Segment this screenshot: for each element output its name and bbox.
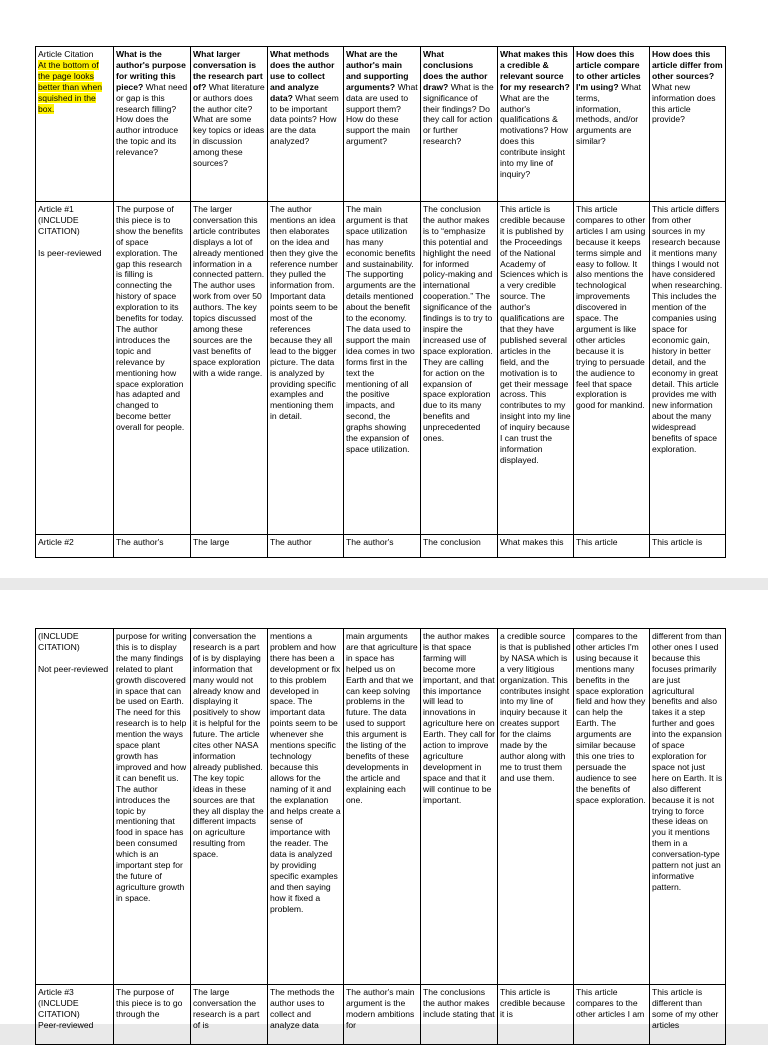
header-subquestions: What terms, information, methods, and/or arguments are similar? (576, 81, 642, 147)
header-cell-purpose (114, 47, 191, 202)
table-cell: The larger conversation this article contributes displays a lot of already mentioned information in a connected pattern. The author uses work from over 50 authors. The key topics discussed among these sources are the vast benefits of space exploration with a wide range. (191, 202, 268, 535)
research-matrix-table-page-1 (35, 46, 726, 558)
table-cell: The conclusion the author makes is to “emphasize this potential and highlight the need for informed policy-making and international cooperation.” The significance of the findings is to try to inspire the increased use of space exploration. They are calling for action on the expansion of space exploration due to its many benefits and unprecedented ones. (421, 202, 498, 535)
header-subquestions: What seem to be important data points? How are the data analyzed? (270, 92, 339, 147)
header-question: What larger conversation is the research part of? (193, 49, 263, 92)
table-cell: the author makes is that space farming will become more important, and that this importance will lead to innovations in agriculture here on Earth. They call for action to improve agriculture development in space and that it will continue to be important. (421, 629, 498, 985)
header-question: How does this article compare to other articles I'm using? (576, 49, 641, 92)
header-cell-comparison (574, 47, 650, 202)
table-cell: This article compares to the other articles I am (574, 985, 650, 1045)
table-cell: The author's (114, 535, 191, 558)
table-cell: The author's main argument is the modern ambitions for (344, 985, 421, 1045)
table-cell: This article is different than some of my other articles (650, 985, 726, 1045)
table-cell: different from than other ones I used because this focuses primarily are just agricultural benefits and also takes it a step further and goes into the expansion of space exploration for space not just here on Earth. It is also different because it is not trying to force these ideas on you it mentions them in a conversation-type pattern not just an informative pattern. (650, 629, 726, 985)
table-cell: The large (191, 535, 268, 558)
table-cell: This article is (650, 535, 726, 558)
header-subquestions: What is the significance of their findings? Do they call for action or further research? (423, 81, 494, 147)
header-cell-conversation (191, 47, 268, 202)
table-cell: This article compares to other articles I am using because it keeps terms simple and easy to follow. It also mentions the technological improvements discovered in space. The argument is like other articles because it is trying to persuade the audience to feel that space exploration is good for mankind. (574, 202, 650, 535)
table-cell: The author (268, 535, 344, 558)
article-label: Article #1 (INCLUDE CITATION) Is peer-reviewed (36, 202, 114, 535)
research-matrix-table-page-2 (35, 628, 726, 1045)
header-cell-difference (650, 47, 726, 202)
table-row-article-1 (36, 202, 726, 535)
header-subquestions: What literature or authors does the author cite? What are some key topics or ideas in discussion among these sources? (193, 81, 265, 169)
table-cell: This article (574, 535, 650, 558)
table-cell: purpose for writing this is to display the many findings related to plant growth discovered in space that can be used on Earth. The need for this research is to help mention the ways space plant growth has improved and how it can benefit us. The author introduces the topic by mentioning that food in space has been consumed which is an important step for the future of agriculture growth in space. (114, 629, 191, 985)
article-label: Article #2 (36, 535, 114, 558)
table-row-article-2-start (36, 535, 726, 558)
table-cell: The conclusions the author makes include stating that (421, 985, 498, 1045)
header-question: What conclusions does the author draw? (423, 49, 488, 92)
table-cell: main arguments are that agriculture in space has helped us on Earth and that we can keep solving problems in the future. The data used to support this argument is the listing of the benefits of these developments in the article and explaining each one. (344, 629, 421, 985)
table-cell: conversation the research is a part of is by displaying information that many would not already know and displaying it positively to show it is helpful for the future. The article cites other NASA information already published. The key topic ideas in these sources are that they all display the different impacts on agriculture resulting from space. (191, 629, 268, 985)
header-question: What are the author's main and supporting arguments? (346, 49, 409, 92)
article-label: (INCLUDE CITATION) Not peer-reviewed (36, 629, 114, 985)
table-row-article-3 (36, 985, 726, 1045)
table-cell: The main argument is that space utilization has many economic benefits and sustainability. The supporting arguments are the details mentioned about the benefit to the economy. The data used to support the main idea comes in two forms first in the text the mentioning of all the positive impacts, and second, the graphs showing the expansion of space utilization. (344, 202, 421, 535)
article-label: Article #3 (INCLUDE CITATION) Peer-reviewed (36, 985, 114, 1045)
table-cell: The methods the author uses to collect and analyze data (268, 985, 344, 1045)
table-cell: The author mentions an idea then elaborates on the idea and then they give the reference number they pulled the information from. Important data points seem to be most of the references because they all lead to the bigger picture. The data is analyzed by providing specific examples and mentioning them in detail. (268, 202, 344, 535)
header-question: How does this article differ from other sources? (652, 49, 723, 81)
header-question: What makes this a credible & relevant source for my research? (500, 49, 570, 92)
table-row-article-2-continued (36, 629, 726, 985)
header-subquestions: What new information does this article provide? (652, 81, 716, 125)
page-break (0, 578, 768, 590)
table-cell: compares to the other articles I'm using because it mentions many benefits in the space exploration field and how they can help the Earth. The arguments are similar because this one tries to persuade the audience to see the benefits of space exploration. (574, 629, 650, 985)
table-cell: The conclusion (421, 535, 498, 558)
citation-header: Article Citation (38, 49, 94, 59)
table-cell: mentions a problem and how there has been a development or fix to this problem developed in space. The important data points seem to be whenever she mentions specific technology because this allows for the naming of it and the explanation and helps create a sense of importance with the reader. The data is analyzed by providing specific examples and then saying how it fixed a problem. (268, 629, 344, 985)
header-cell-arguments (344, 47, 421, 202)
table-cell: This article is credible because it is (498, 985, 574, 1045)
highlighted-note: At the bottom of the page looks better than when squished in the box. (38, 59, 103, 114)
header-cell-conclusions (421, 47, 498, 202)
header-cell-methods (268, 47, 344, 202)
header-cell-citation (36, 47, 114, 202)
header-row (36, 47, 726, 202)
header-cell-credibility (498, 47, 574, 202)
header-subquestions: What are the author's qualifications & motivations? How does this contribute insight into my line of inquiry? (500, 92, 568, 179)
table-cell: The purpose of this piece is to show the benefits of space exploration. The gap this research is filling is connecting the history of space exploration to its benefits for today. The author introduces the topic and relevance by mentioning how space exploration has adapted and changed to become better overall for people. (114, 202, 191, 535)
table-cell: The author's (344, 535, 421, 558)
header-question: What methods does the author use to collect and analyze data? (270, 49, 335, 103)
table-cell: This article differs from other sources in my research because it mentions many things I would not have considered when researching. This includes the mention of the companies using space for economic gain, history in better detail, and the economy in great detail. This article provides me with new information about the many widespread benefits of space exploration. (650, 202, 726, 535)
document-page-2 (0, 590, 768, 1030)
header-subquestions: What data are used to support them? How do these support the main argument? (346, 81, 418, 147)
header-question: What is the author's purpose for writing this piece? (116, 49, 186, 92)
table-cell: This article is credible because it is published by the Proceedings of the National Academy of Sciences which is a very credible source. The author's qualifications are that they have published several articles in the field, and the motivation is to get their message across. This contributes to my insight into my line of inquiry because I can trust the information displayed. (498, 202, 574, 535)
table-cell: What makes this (498, 535, 574, 558)
header-subquestions: What need or gap is this research filling? How does the author introduce the topic and its relevance? (116, 81, 188, 158)
table-cell: The large conversation the research is a part of is (191, 985, 268, 1045)
table-cell: The purpose of this piece is to go through the (114, 985, 191, 1045)
table-cell: a credible source is that is published by NASA which is a very litigious organization. This contributes insight into my line of inquiry because it creates support for the claims made by the author along with me to trust them and use them. (498, 629, 574, 985)
